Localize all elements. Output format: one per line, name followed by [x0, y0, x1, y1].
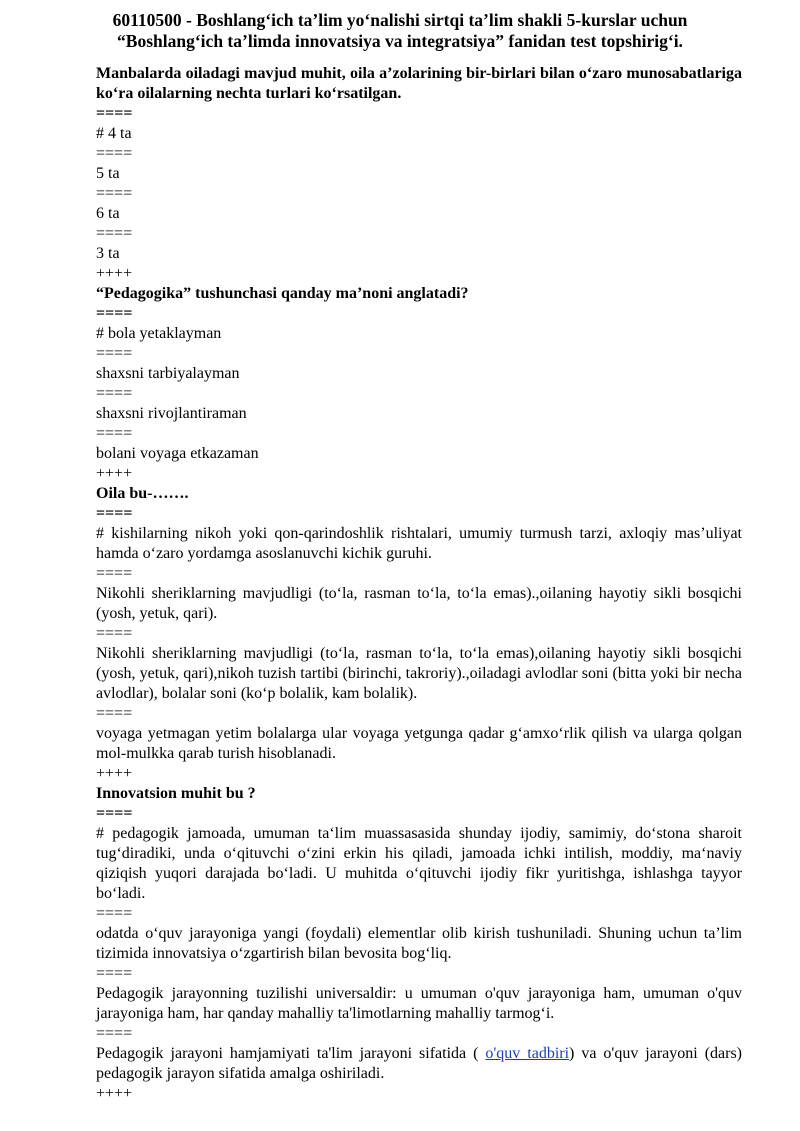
document-title [80, 10, 720, 52]
title-line-1: 60110500 - Boshlang‘ich ta’lim yo‘nalishi sirtqi ta’lim shakli 5-kurslar uchun [112, 10, 688, 30]
answer-option: Nikohli sheriklarning mavjudligi (to‘la, rasman to‘la, to‘la emas).,oilaning hayotiy sikli bosqichi (yosh, yetuk, qari). [96, 585, 742, 622]
answer-option: 5 ta [96, 165, 120, 182]
answer-text: Pedagogik jarayoni hamjamiyati ta'lim jarayoni sifatida ( [96, 1045, 479, 1062]
separator-plus: ++++ [96, 765, 133, 782]
answer-option: 6 ta [96, 205, 120, 222]
test-content [96, 64, 742, 1104]
separator-eq: ==== [96, 965, 133, 982]
question-block-1 [96, 64, 742, 284]
answer-option [96, 1044, 742, 1084]
separator-plus: ++++ [96, 265, 133, 282]
separator-eq: ==== [96, 105, 133, 122]
answer-option: 3 ta [96, 245, 120, 262]
answer-text: ) va o'quv jarayoni (dars) pedagogik jarayon sifatida amalga oshiriladi. [96, 1045, 743, 1082]
question-text: Manbalarda oiladagi mavjud muhit, oila a’zolarining bir-birlari bilan o‘zaro munosabatlariga ko‘ra oilalarning nechta turlari ko‘rsatilgan. [96, 65, 742, 102]
answer-option: # 4 ta [96, 125, 132, 142]
separator-eq: ==== [96, 565, 133, 582]
separator-eq: ==== [96, 805, 133, 822]
separator-eq: ==== [96, 705, 133, 722]
answer-option: shaxsni rivojlantiraman [96, 405, 247, 422]
oquv-tadbiri-link[interactable]: o'quv tadbiri [485, 1045, 570, 1062]
separator-eq: ==== [96, 185, 133, 202]
question-block-4 [96, 784, 742, 1104]
answer-option: Pedagogik jarayonning tuzilishi universaldir: u umuman o'quv jarayoniga ham, umuman o'quv jarayoniga ham, har qanday mahalliy ta'limotlarning mahalliy tarmog‘i. [96, 985, 742, 1022]
title-line-2: “Boshlang‘ich ta’limda innovatsiya va integratsiya” fanidan test topshirig‘i. [117, 31, 683, 51]
answer-option: shaxsni tarbiyalayman [96, 365, 240, 382]
question-text: Oila bu-……. [96, 485, 189, 502]
separator-eq: ==== [96, 225, 133, 242]
separator-plus: ++++ [96, 1085, 133, 1102]
separator-eq: ==== [96, 1025, 133, 1042]
separator-eq: ==== [96, 305, 133, 322]
answer-option: # pedagogik jamoada, umuman ta‘lim muassasasida shunday ijodiy, samimiy, do‘stona sharoit tug‘diradiki, unda o‘qituvchi o‘zini erkin his qiladi, jamoada ichki intilish, moddiy, ma‘naviy qiziqish yuqori darajada bo‘ladi. U muhitda o‘qituvchi ijodiy fikr yuritishga, ishlashga tayyor bo‘ladi. [96, 825, 742, 902]
separator-eq: ==== [96, 905, 133, 922]
answer-option: bolani voyaga etkazaman [96, 445, 259, 462]
separator-eq: ==== [96, 505, 133, 522]
separator-eq: ==== [96, 145, 133, 162]
question-block-3 [96, 484, 742, 784]
question-text: “Pedagogika” tushunchasi qanday ma’noni anglatadi? [96, 285, 469, 302]
answer-option: odatda o‘quv jarayoniga yangi (foydali) elementlar olib kirish tushuniladi. Shuning uchun ta’lim tizimida innovatsiya o‘zgartirish bilan bevosita bog‘liq. [96, 925, 742, 962]
separator-eq: ==== [96, 345, 133, 362]
answer-option: Nikohli sheriklarning mavjudligi (to‘la, rasman to‘la, to‘la emas),oilaning hayotiy sikli bosqichi (yosh, yetuk, qari),nikoh tuzish tartibi (birinchi, takroriy).,oiladagi avlodlar soni (bitta yoki bir necha avlodlar), bolalar soni (ko‘p bolalik, kam bolalik). [96, 645, 742, 702]
answer-option: # bola yetaklayman [96, 325, 222, 342]
separator-eq: ==== [96, 425, 133, 442]
separator-eq: ==== [96, 625, 133, 642]
separator-plus: ++++ [96, 465, 133, 482]
question-text: Innovatsion muhit bu ? [96, 785, 256, 802]
separator-eq: ==== [96, 385, 133, 402]
answer-option: voyaga yetmagan yetim bolalarga ular voyaga yetgunga qadar g‘amxo‘rlik qilish va ularga qolgan mol-mulkka qarab turish hisoblanadi. [96, 725, 742, 762]
answer-option: # kishilarning nikoh yoki qon-qarindoshlik rishtalari, umumiy turmush tarzi, axloqiy mas’uliyat hamda o‘zaro yordamga asoslanuvchi kichik guruhi. [96, 525, 742, 562]
question-block-2 [96, 284, 742, 484]
